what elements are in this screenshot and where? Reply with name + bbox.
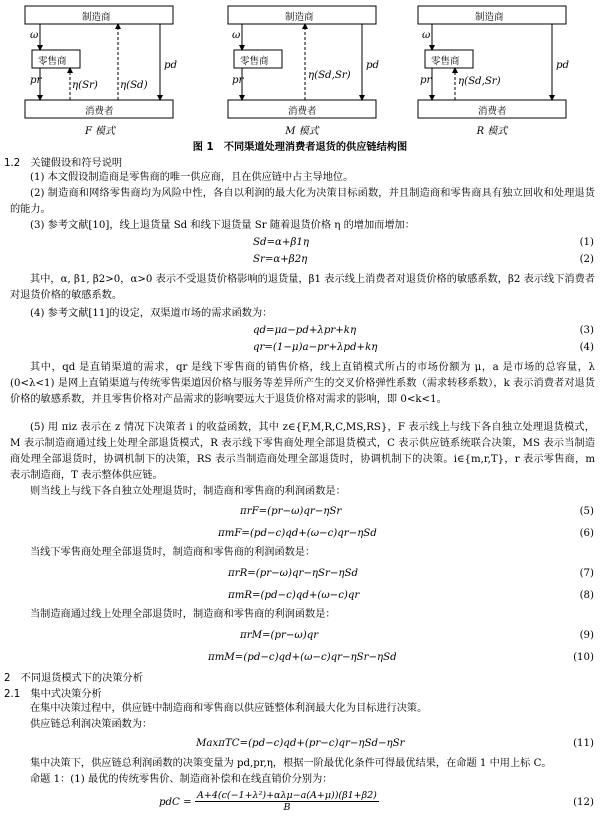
- eq12-denominator: B: [283, 802, 291, 813]
- equation-6: πmF=(pd−c)qd+(ω−c)qr−ηSd (6): [218, 528, 594, 539]
- assumption-4-explanation: 其中，qd 是直销渠道的需求，qr 是线下零售商的销售价格，线上直销模式所占的市场份额为 μ，a 是市场的总容量，λ (0<λ<1) 是网上直销渠道与传统零售渠道因价格与服务等差异所产生的交叉价格弹性系数（需求转移系数），k 表示消费者对退货价格的敏感系数，并且零售价格对产品需求的影响要远大于退货价格对需求的影响，即 0<k<1。: [10, 362, 595, 405]
- r-eta: η(Sd,Sr): [458, 76, 501, 87]
- assumption-3-explanation: 其中，α, β1, β2>0，α>0 表示不受退货价格影响的退货量，β1 表示线上消费者对退货价格的敏感系数，β2 表示线下消费者对退货价格的敏感系数。: [10, 274, 595, 301]
- equation-7: πrR=(pr−ω)qr−ηSr−ηSd (7): [228, 568, 594, 579]
- f-omega: ω: [30, 30, 39, 41]
- f-retailer: 零售商: [38, 56, 67, 67]
- equation-3: qd=μa−pd+λpr+kη (3): [253, 325, 594, 336]
- proposition-1: 命题 1：(1) 最优的传统零售价、制造商补偿和在线直销价分别为：: [30, 774, 333, 785]
- equation-9: πrM=(pr−ω)qr (9): [240, 630, 594, 641]
- f-pr: pr: [30, 75, 42, 86]
- f-pd: pd: [164, 60, 178, 71]
- m-manufacturer: 制造商: [285, 12, 314, 23]
- mode-f: F 模式: [84, 126, 116, 137]
- text-independent: 则当线上与线下各自独立处理退货时，制造商和零售商的利润函数是：: [30, 486, 346, 497]
- assumption-2: (2) 制造商和网络零售商均为风险中性，各自以利润的最大化为决策目标函数，并且制造商和零售商具有独立回收和处理退货的能力。: [10, 188, 595, 215]
- mode-m: M 模式: [285, 126, 319, 137]
- f-eta-sd: η(Sd): [120, 80, 148, 91]
- equation-4: qr=(1−μ)a−pr+λpd+kη (4): [253, 342, 594, 353]
- section-1-2: 1.2 关键假设和符号说明: [4, 158, 123, 169]
- f-manufacturer: 制造商: [82, 12, 111, 23]
- text-objective: 供应链总利润决策函数为：: [30, 719, 153, 730]
- r-omega: ω: [422, 30, 431, 41]
- m-omega: ω: [232, 30, 241, 41]
- assumption-4: (4) 参考文献[11]的设定，双渠道市场的需求函数为：: [30, 308, 273, 319]
- equation-5: πrF=(pr−ω)qr−ηSr (5): [240, 506, 594, 517]
- r-manufacturer: 制造商: [475, 12, 504, 23]
- section-2: 2 不同退货模式下的决策分析: [4, 673, 143, 684]
- assumption-1: (1) 本文假设制造商是零售商的唯一供应商，且在供应链中占主导地位。: [30, 172, 354, 183]
- m-pr: pr: [232, 75, 244, 86]
- assumption-5: (5) 用 πiz 表示在 z 情况下决策者 i 的收益函数，其中 z∈{F,M,R,C,MS,RS}，F 表示线上与线下各自独立处理退货模式，M 表示制造商通过线上处理全部退货模式，R 表示线下零售商处理全部退货模式，C 表示供应链系统联合决策，MS 表示当制造商处理全部退货时，协调机制下的决策，RS 表示当制造商处理全部退货时，协调机制下的决策。i∈{m,r,T}，r 表示零售商，m 表示制造商，T 表示整体供应链。: [10, 422, 595, 481]
- equation-12-number: (12): [573, 797, 594, 808]
- r-pr: pr: [420, 75, 432, 86]
- figure-1: [0, 0, 600, 138]
- section-2-1: 2.1 集中式决策分析: [4, 689, 102, 700]
- equation-8: πmR=(pd−c)qd+(ω−c)qr (8): [228, 590, 594, 601]
- r-consumer: 消费者: [478, 106, 507, 117]
- equation-1: Sd=α+β1η (1): [253, 237, 594, 248]
- m-consumer: 消费者: [288, 106, 317, 117]
- r-pd: pd: [556, 60, 570, 71]
- m-eta: η(Sd,Sr): [308, 70, 351, 81]
- text-centralized: 在集中决策过程中，供应链中制造商和零售商以供应链整体利润最大化为目标进行决策。: [30, 703, 428, 714]
- assumption-3: (3) 参考文献[10]，线上退货量 Sd 和线下退货量 Sr 随着退货价格 η 的增加而增加：: [30, 220, 415, 231]
- mode-r: R 模式: [476, 126, 508, 137]
- equation-10: πmM=(pd−c)qd+(ω−c)qr−ηSr−ηSd (10): [208, 652, 594, 663]
- m-retailer: 零售商: [240, 56, 269, 67]
- f-consumer: 消费者: [85, 106, 114, 117]
- text-retailer-handles: 当线下零售商处理全部退货时，制造商和零售商的利润函数是：: [30, 547, 316, 558]
- text-manufacturer-handles: 当制造商通过线上处理全部退货时，制造商和零售商的利润函数是：: [30, 609, 336, 620]
- equation-2: Sr=α+β2η (2): [253, 254, 594, 265]
- equation-11: MaxπTC=(pd−c)qd+(pr−c)qr−ηSd−ηSr (11): [196, 738, 594, 749]
- m-pd: pd: [366, 60, 380, 71]
- r-retailer: 零售商: [431, 56, 460, 67]
- f-eta-sr: η(Sr): [72, 80, 98, 91]
- eq12-numerator: A+4(c(−1+λ²)+αλμ−a(A+μ))(β1+β2): [197, 790, 377, 801]
- text-decision-variables: 集中决策下，供应链总利润函数的决策变量为 pd,pr,η，根据一阶最优化条件可得最优结果，在命题 1 中用上标 C。: [30, 758, 552, 769]
- figure-caption: 图 1 不同渠道处理消费者退货的供应链结构图: [192, 142, 408, 153]
- eq12-lhs: pdC =: [159, 797, 192, 808]
